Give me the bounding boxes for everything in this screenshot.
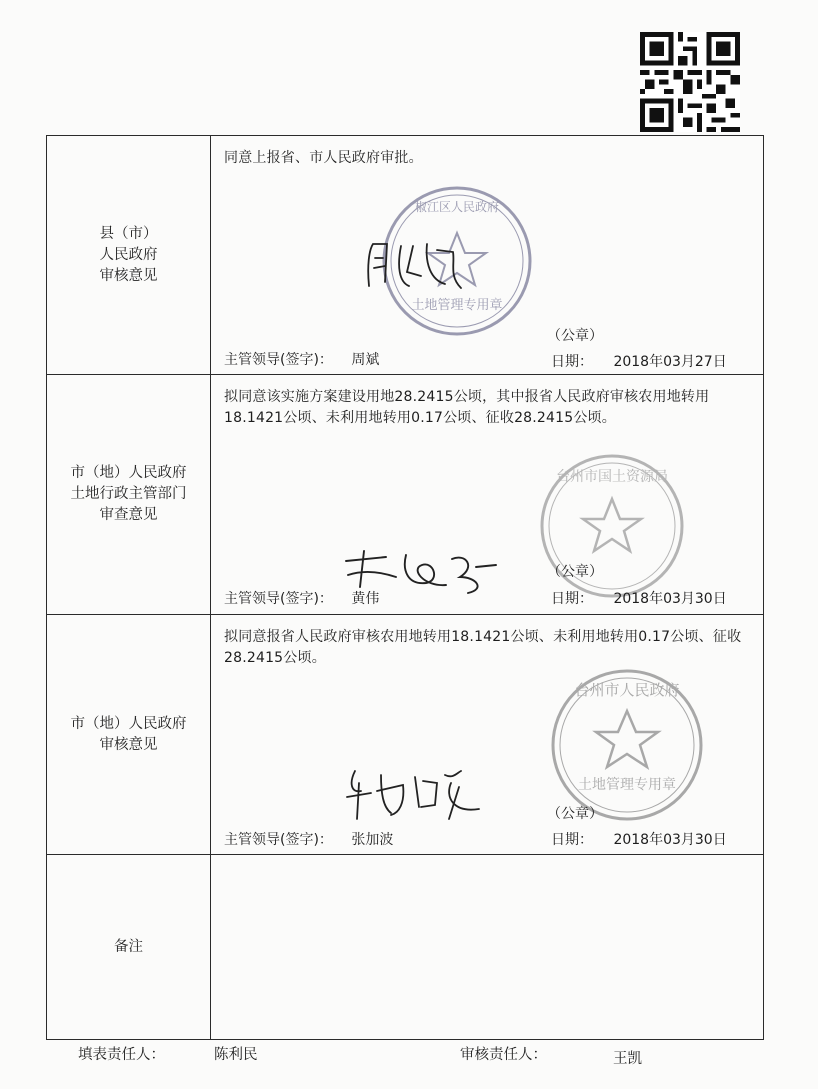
- city-land-review-label: [47, 375, 211, 615]
- label-line: 市（地）人民政府: [70, 465, 187, 481]
- county-review-content: [211, 136, 764, 375]
- approval-form-table: [46, 135, 764, 1040]
- leader-signature-line: [224, 588, 379, 608]
- leader-name: 周斌: [351, 352, 380, 368]
- reviewer-label: 审核责任人：: [460, 1047, 547, 1063]
- remarks-row: [47, 855, 764, 1040]
- svg-text:台州市国土资源局: 台州市国土资源局: [556, 469, 668, 485]
- leader-name: 张加波: [351, 832, 394, 848]
- date-label: 日期：: [551, 832, 593, 848]
- label-line: 市（地）人民政府: [70, 715, 187, 732]
- handwritten-signature: [361, 236, 471, 296]
- handwritten-signature: [341, 763, 491, 823]
- date-value: 2018年03月30日: [613, 832, 727, 848]
- opinion-text: 同意上报省、市人民政府审批。: [224, 150, 423, 166]
- qr-code-icon: [638, 32, 742, 132]
- date-label: 日期：: [551, 354, 593, 370]
- seal-label: （公章）: [547, 328, 603, 344]
- city-government-review-content: [211, 615, 764, 855]
- leader-label: 主管领导(签字)：: [224, 832, 333, 848]
- leader-name: 黄伟: [351, 591, 380, 607]
- svg-text:土地管理专用章: 土地管理专用章: [578, 777, 676, 793]
- date-line: [551, 351, 727, 371]
- label-line: 审核意见: [99, 736, 158, 753]
- reviewer-name: 王凯: [613, 1051, 642, 1067]
- seal-label: （公章）: [547, 806, 603, 822]
- remarks-content: [211, 855, 764, 1040]
- city-government-review-label: [47, 615, 211, 855]
- filler-label: 填表责任人：: [78, 1047, 165, 1063]
- leader-signature-line: [224, 349, 379, 369]
- leader-signature-line: [224, 829, 393, 849]
- city-government-review-row: [47, 615, 764, 855]
- opinion-text: 拟同意该实施方案建设用地28.2415公顷，其中报省人民政府审核农用地转用18.1421公顷、未利用地转用0.17公顷、征收28.2415公顷。: [224, 389, 710, 426]
- label-line: 审核意见: [99, 267, 158, 284]
- date-value: 2018年03月27日: [613, 354, 727, 370]
- filler-name: 陈利民: [214, 1047, 258, 1063]
- date-line: [551, 588, 727, 608]
- label-line: 土地行政主管部门: [70, 486, 187, 502]
- opinion-text: 拟同意报省人民政府审核农用地转用18.1421公顷、未利用地转用0.17公顷、征收28.2415公顷。: [224, 629, 742, 666]
- svg-text:土地管理专用章: 土地管理专用章: [411, 298, 503, 313]
- leader-label: 主管领导(签字)：: [224, 591, 333, 607]
- label-line: 人民政府: [99, 246, 158, 263]
- label-line: 审查意见: [99, 507, 158, 523]
- date-line: [551, 829, 727, 849]
- county-review-row: [47, 136, 764, 375]
- label-line: 县（市）: [99, 225, 158, 242]
- svg-text:椒江区人民政府: 椒江区人民政府: [414, 200, 500, 214]
- date-value: 2018年03月30日: [613, 591, 727, 607]
- leader-label: 主管领导(签字)：: [224, 352, 333, 368]
- seal-label: （公章）: [547, 564, 603, 580]
- county-review-label: [47, 136, 211, 375]
- remarks-label: 备注: [47, 855, 211, 1040]
- svg-text:台州市人民政府: 台州市人民政府: [574, 681, 680, 699]
- date-label: 日期：: [551, 591, 593, 607]
- city-land-review-content: [211, 375, 764, 615]
- city-land-review-row: [47, 375, 764, 615]
- official-seal-icon: [547, 665, 707, 825]
